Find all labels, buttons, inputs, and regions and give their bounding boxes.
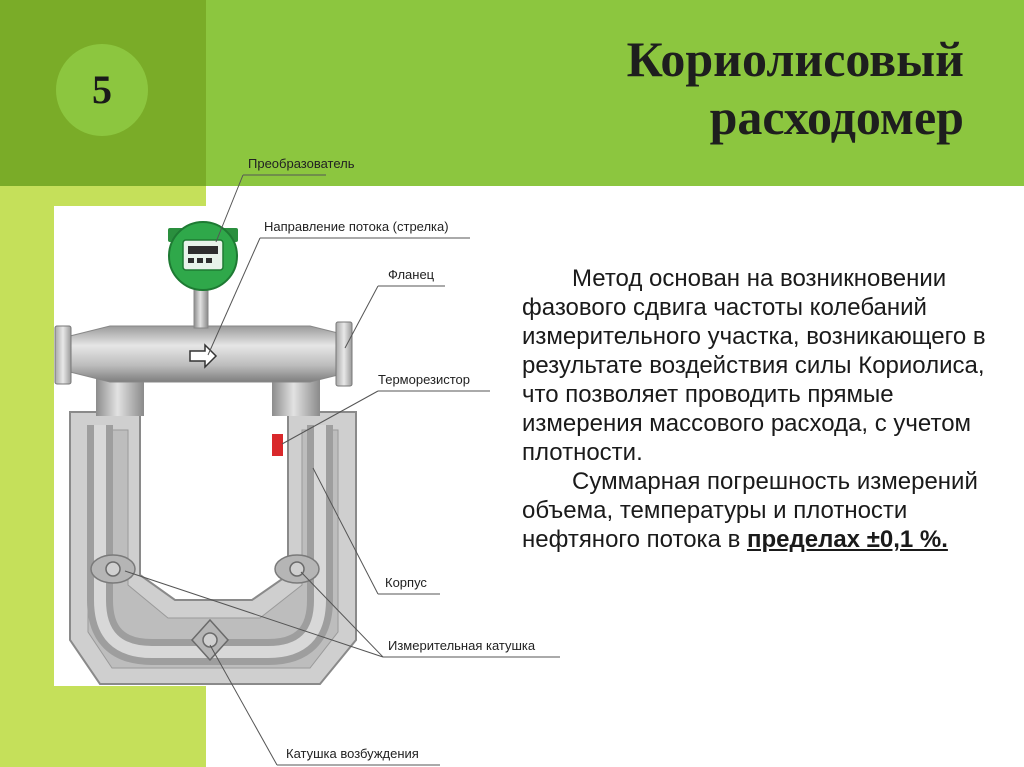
coil-mount-right [275, 555, 319, 583]
paragraph-2-text: Суммарная погрешность измерений объема, температуры и плотности нефтяного потока в [522, 468, 978, 553]
accuracy-value: пределах ±0,1 %. [747, 526, 948, 553]
label-excitation-coil: Катушка возбуждения [286, 746, 419, 761]
description-text [522, 264, 992, 554]
slide-title-line1: Кориолисовый [626, 31, 964, 87]
label-housing: Корпус [385, 575, 427, 590]
description-paragraph-2 [522, 467, 992, 554]
thermoresistor-marker [272, 434, 283, 456]
slide-title-line2: расходомер [709, 89, 964, 145]
transducer-head [168, 222, 238, 290]
label-measuring-coil: Измерительная катушка [388, 638, 536, 653]
slide-number: 5 [92, 67, 112, 112]
paragraph-1-text: Метод основан на возникновении фазового сдвига частоты колебаний измерительного участка, возникающего в результате воздействия силы Кориолиса, что позволяет проводить прямые измерения массового расхода, с учетом плотности. [522, 265, 986, 466]
label-flange: Фланец [388, 267, 435, 282]
left-flange [55, 326, 71, 384]
label-thermoresistor: Терморезистор [378, 372, 471, 387]
right-flange [336, 322, 352, 386]
coil-mount-left [91, 555, 135, 583]
label-transducer: Преобразователь [248, 156, 355, 171]
label-flow-direction: Направление потока (стрелка) [264, 219, 449, 234]
transducer-stem [194, 288, 208, 328]
description-paragraph-1 [522, 264, 992, 467]
